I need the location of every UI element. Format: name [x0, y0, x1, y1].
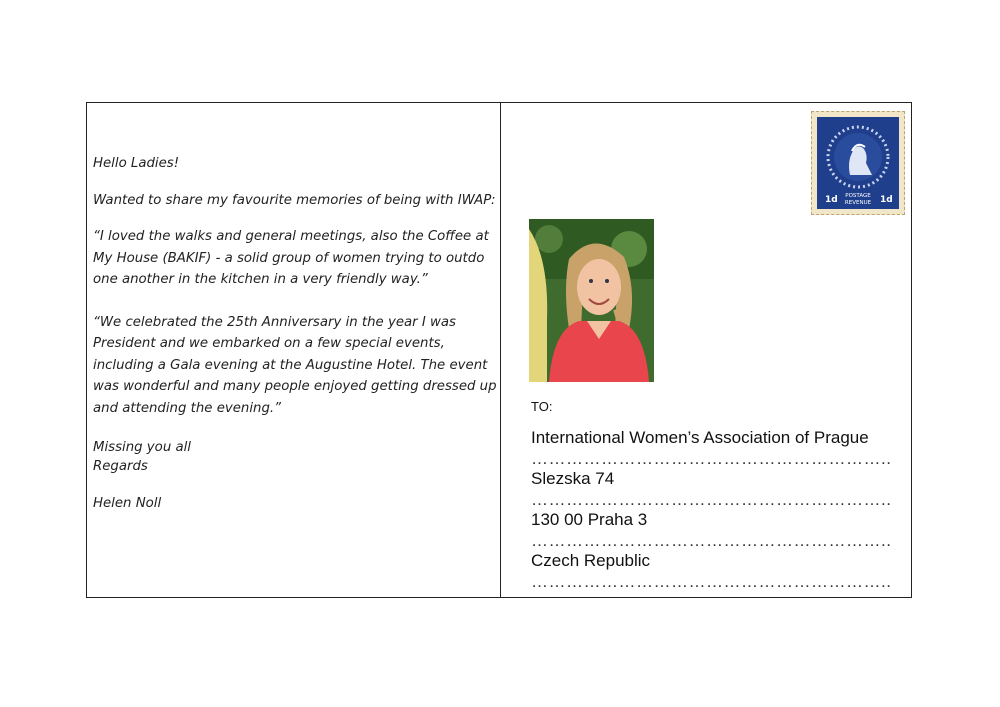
- memory-quote-2: “We celebrated the 25th Anniversary in the year I was President and we embarked on a few special events, including a Gala evening at the Augustine Hotel. The event was wonderful and many people enjoyed getting dressed up and attending the evening.”: [93, 314, 497, 416]
- address-line-city: 130 00 Praha 3: [531, 510, 648, 529]
- postcard: [86, 102, 912, 598]
- memory-quote-1: “I loved the walks and general meetings, also the Coffee at My House (BAKIF) - a solid group of women trying to outdo one another in the kitchen in a very friendly way.”: [93, 229, 489, 287]
- queen-portrait-icon: [817, 117, 899, 209]
- stamp-caption-2: REVENUE: [844, 200, 872, 206]
- address-line-organisation: International Women’s Association of Prague: [531, 428, 869, 447]
- address-line-street: Slezska 74: [531, 469, 615, 488]
- to-label: TO:: [531, 399, 553, 414]
- stamp-caption-1: POSTAGE: [845, 193, 871, 199]
- address-dotted-line: ……………………………………………………..: [531, 490, 892, 509]
- greeting: Hello Ladies!: [93, 156, 180, 171]
- postage-stamp: [811, 111, 905, 215]
- message-text: [93, 153, 497, 515]
- address-line-country: Czech Republic: [531, 551, 651, 570]
- address-block: [531, 399, 911, 592]
- signature: Helen Noll: [93, 496, 162, 511]
- stamp-icon: [817, 117, 899, 209]
- stamp-value-left: 1d: [825, 195, 838, 205]
- closing-line-1: Missing you all: [93, 440, 192, 455]
- closing-line-2: Regards: [93, 459, 148, 474]
- portrait-photo: [529, 219, 654, 382]
- postcard-divider: [500, 103, 501, 597]
- stamp-value-right: 1d: [880, 195, 893, 205]
- address-dotted-line: ……………………………………………………..: [531, 572, 892, 591]
- woman-portrait-icon: [529, 219, 654, 382]
- address-dotted-line: ……………………………………………………..: [531, 531, 892, 550]
- intro-line: Wanted to share my favourite memories of being with IWAP:: [93, 192, 496, 208]
- address-dotted-line: ……………………………………………………..: [531, 449, 892, 468]
